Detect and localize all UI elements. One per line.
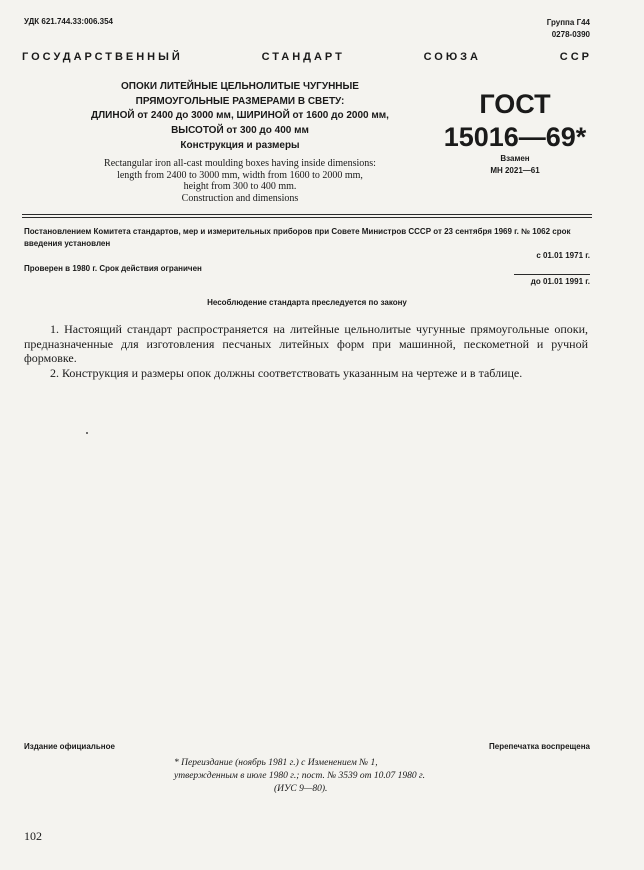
gost-code: 15016—69* xyxy=(443,122,587,152)
banner-word-4: ССР xyxy=(559,51,592,63)
divider-rule-second xyxy=(22,217,592,218)
decree-text: Постановлением Комитета стандартов, мер и измерительных приборов при Совете Министров СССР от 23 сентября 1969 г. № 1062 срок введения установлен xyxy=(24,227,571,248)
banner-word-1: ГОСУДАРСТВЕННЫЙ xyxy=(22,51,183,63)
page-number: 102 xyxy=(24,829,42,843)
footnote-line-3: (ИУС 9—80). xyxy=(274,784,328,794)
paragraph-2: 2. Конструкция и размеры опок должны соответствовать указанным на чертеже и в таблице. xyxy=(50,365,523,380)
group-code xyxy=(547,17,590,41)
state-standard-banner xyxy=(22,51,592,63)
effective-date: с 01.01 1971 г. xyxy=(536,251,590,260)
gost-label: ГОСТ xyxy=(479,89,551,119)
reissue-footnote xyxy=(174,757,474,796)
group-line-1: Группа Г44 xyxy=(546,18,590,27)
replaces-label: Взамен xyxy=(500,154,530,163)
footnote-line-1: * Переиздание (ноябрь 1981 г.) с Изменением № 1, xyxy=(174,758,378,768)
scan-speck xyxy=(86,432,88,434)
divider-rule xyxy=(22,214,592,215)
checked-note: Проверен в 1980 г. Срок действия ограничен xyxy=(24,264,202,273)
english-title-line-2: length from 2400 to 3000 mm, width from 1600 to 2000 mm, xyxy=(117,169,363,181)
replaces-block xyxy=(470,153,560,177)
udk-code: УДК 621.744.33:006.354 xyxy=(24,17,113,26)
russian-subtitle: Конструкция и размеры xyxy=(180,140,300,151)
title-line-2: ПРЯМОУГОЛЬНЫЕ РАЗМЕРАМИ В СВЕТУ: xyxy=(135,95,345,107)
reprint-prohibited: Перепечатка воспрещена xyxy=(489,742,590,751)
paragraph-1: 1. Настоящий стандарт распространяется на литейные цельнолитые чугунные прямоугольные опоки, предназначенные для изготовления песчаных литейных форм при машинной, пескометной и ручной формовке. xyxy=(24,322,588,365)
title-line-3: ДЛИНОЙ от 2400 до 3000 мм, ШИРИНОЙ от 1600 до 2000 мм, xyxy=(91,110,389,121)
english-title-line-3: height from 300 to 400 mm. xyxy=(183,181,297,192)
official-edition: Издание официальное xyxy=(24,742,115,751)
gost-number xyxy=(440,88,590,154)
banner-word-3: СОЮЗА xyxy=(423,51,481,63)
footnote-line-2: утвержденным в июле 1980 г.; пост. № 3539 от 10.07 1980 г. xyxy=(174,771,425,781)
replaces-value: МН 2021—61 xyxy=(490,166,540,175)
expiry-date: до 01.01 1991 г. xyxy=(530,277,590,286)
date-underline xyxy=(514,274,590,275)
russian-title xyxy=(40,80,440,138)
banner-word-2: СТАНДАРТ xyxy=(261,51,345,63)
english-title-line-4: Construction and dimensions xyxy=(181,192,299,204)
english-title-line-1: Rectangular iron all-cast moulding boxes having inside dimensions: xyxy=(104,158,376,169)
body-text xyxy=(24,322,588,380)
law-note: Несоблюдение стандарта преследуется по закону xyxy=(207,298,407,307)
title-line-1: ОПОКИ ЛИТЕЙНЫЕ ЦЕЛЬНОЛИТЫЕ ЧУГУННЫЕ xyxy=(121,81,359,92)
english-title xyxy=(40,158,440,204)
title-line-4: ВЫСОТОЙ от 300 до 400 мм xyxy=(171,124,309,136)
group-line-2: 0278-0390 xyxy=(551,30,590,39)
